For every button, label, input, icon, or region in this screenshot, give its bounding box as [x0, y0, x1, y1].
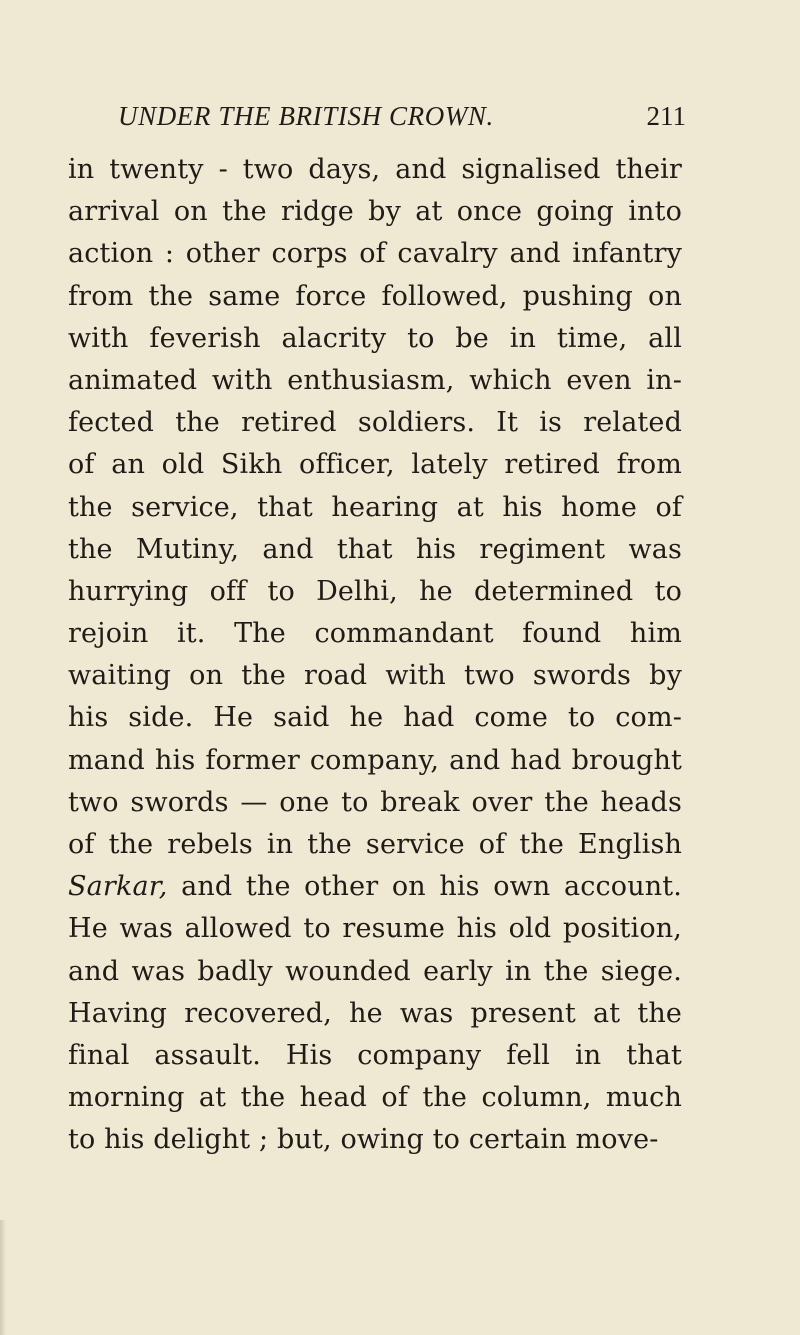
text-line: animated with enthusiasm, which even in- [68, 364, 682, 396]
text-line: the service, that hearing at his home of [68, 491, 682, 523]
italic-word: Sarkar, [68, 871, 168, 903]
text-line: final assault. His company fell in that [68, 1039, 682, 1071]
text-fragment: and the other on his own account. [181, 871, 683, 903]
text-line: in twenty - two days, and signalised their [68, 154, 682, 185]
text-line: with feverish alacrity to be in time, all [68, 322, 682, 354]
text-line: morning at the head of the column, much [68, 1082, 682, 1114]
text-line: of the rebels in the service of the English [68, 829, 682, 860]
text-line: his side. He said he had come to com- [68, 702, 682, 734]
text-line: waiting on the road with two swords by [68, 660, 682, 692]
text-line: hurrying off to Delhi, he determined to [68, 575, 682, 607]
page-number: 211 [646, 101, 686, 131]
running-head [118, 96, 686, 136]
running-title: UNDER THE BRITISH CROWN. [118, 101, 494, 131]
text-line: from the same force followed, pushing on [68, 280, 682, 312]
text-line-with-italic [68, 866, 682, 908]
text-line: arrival on the ridge by at once going into [68, 196, 682, 228]
text-line: He was allowed to resume his old position, [68, 913, 682, 945]
text-line: action : other corps of cavalry and infantry [68, 238, 682, 270]
text-line: and was badly wounded early in the siege. [68, 955, 682, 987]
body-text [68, 149, 682, 1162]
text-line: the Mutiny, and that his regiment was [68, 533, 682, 565]
text-line: to his delight ; but, owing to certain move- [68, 1124, 659, 1156]
text-line: rejoin it. The commandant found him [68, 618, 682, 650]
text-line: two swords — one to break over the heads [68, 786, 682, 818]
text-line: fected the retired soldiers. It is related [68, 407, 682, 439]
text-line: mand his former company, and had brought [68, 744, 682, 776]
text-line: Having recovered, he was present at the [68, 997, 682, 1029]
text-line: of an old Sikh officer, lately retired from [68, 449, 682, 481]
page-edge-shadow [0, 1220, 6, 1335]
